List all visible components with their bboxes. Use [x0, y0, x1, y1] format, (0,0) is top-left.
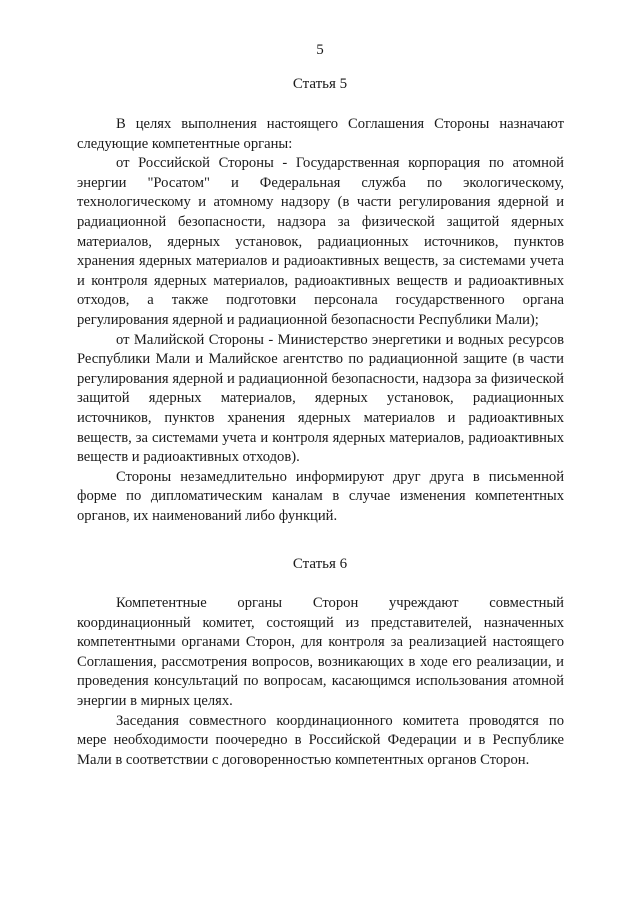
article-5-paragraph-intro: В целях выполнения настоящего Соглашения Стороны назначают следующие компетентные органы: — [77, 116, 564, 152]
article-5-body — [77, 115, 564, 526]
article-6-body — [77, 594, 564, 770]
article-5-paragraph-malian-side: от Малийской Стороны - Министерство энергетики и водных ресурсов Республики Мали и Малийское агентство по радиационной защите (в части регулирования ядерной и радиационной безопасности, надзора за физической защитой ядерных материалов, ядерных установок, радиационных источников, пунктов хранения ядерных материалов и радиоактивных веществ, за системами учета и контроля ядерных материалов, радиоактивных веществ и радиоактивных отходов). — [77, 331, 564, 466]
article-5-paragraph-russian-side: от Российской Стороны - Государственная корпорация по атомной энергии "Росатом" и Федеральная служба по экологическому, технологическому и атомному надзору (в части регулирования ядерной и радиационной безопасности, надзора за физической защитой ядерных материалов, ядерных установок, радиационных источников, пунктов хранения ядерных материалов и радиоактивных веществ, за системами учета и контроля ядерных материалов, радиоактивных веществ и радиоактивных отходов, а также подготовки персонала государственного органа регулирования ядерной и радиационной безопасности Республики Мали); — [77, 155, 564, 328]
article-6-paragraph-meetings: Заседания совместного координационного комитета проводятся по мере необходимости поочередно в Российской Федерации и в Республике Мали в соответствии с договоренностью компетентных органов Сторон. — [77, 712, 564, 768]
article-6-paragraph-committee: Компетентные органы Сторон учреждают совместный координационный комитет, состоящий из представителей, назначенных компетентными органами Сторон, для контроля за реализацией настоящего Соглашения, рассмотрения вопросов, возникающих в ходе его реализации, и проведения консультаций по вопросам, касающимся использования атомной энергии в мирных целях. — [77, 595, 564, 709]
article-6-heading: Статья 6 — [292, 556, 348, 572]
page-number: 5 — [316, 42, 324, 58]
article-5-paragraph-notification: Стороны незамедлительно информируют друг друга в письменной форме по дипломатическим каналам в случае изменения компетентных органов, их наименований либо функций. — [77, 468, 564, 524]
article-5-heading: Статья 5 — [292, 76, 348, 92]
